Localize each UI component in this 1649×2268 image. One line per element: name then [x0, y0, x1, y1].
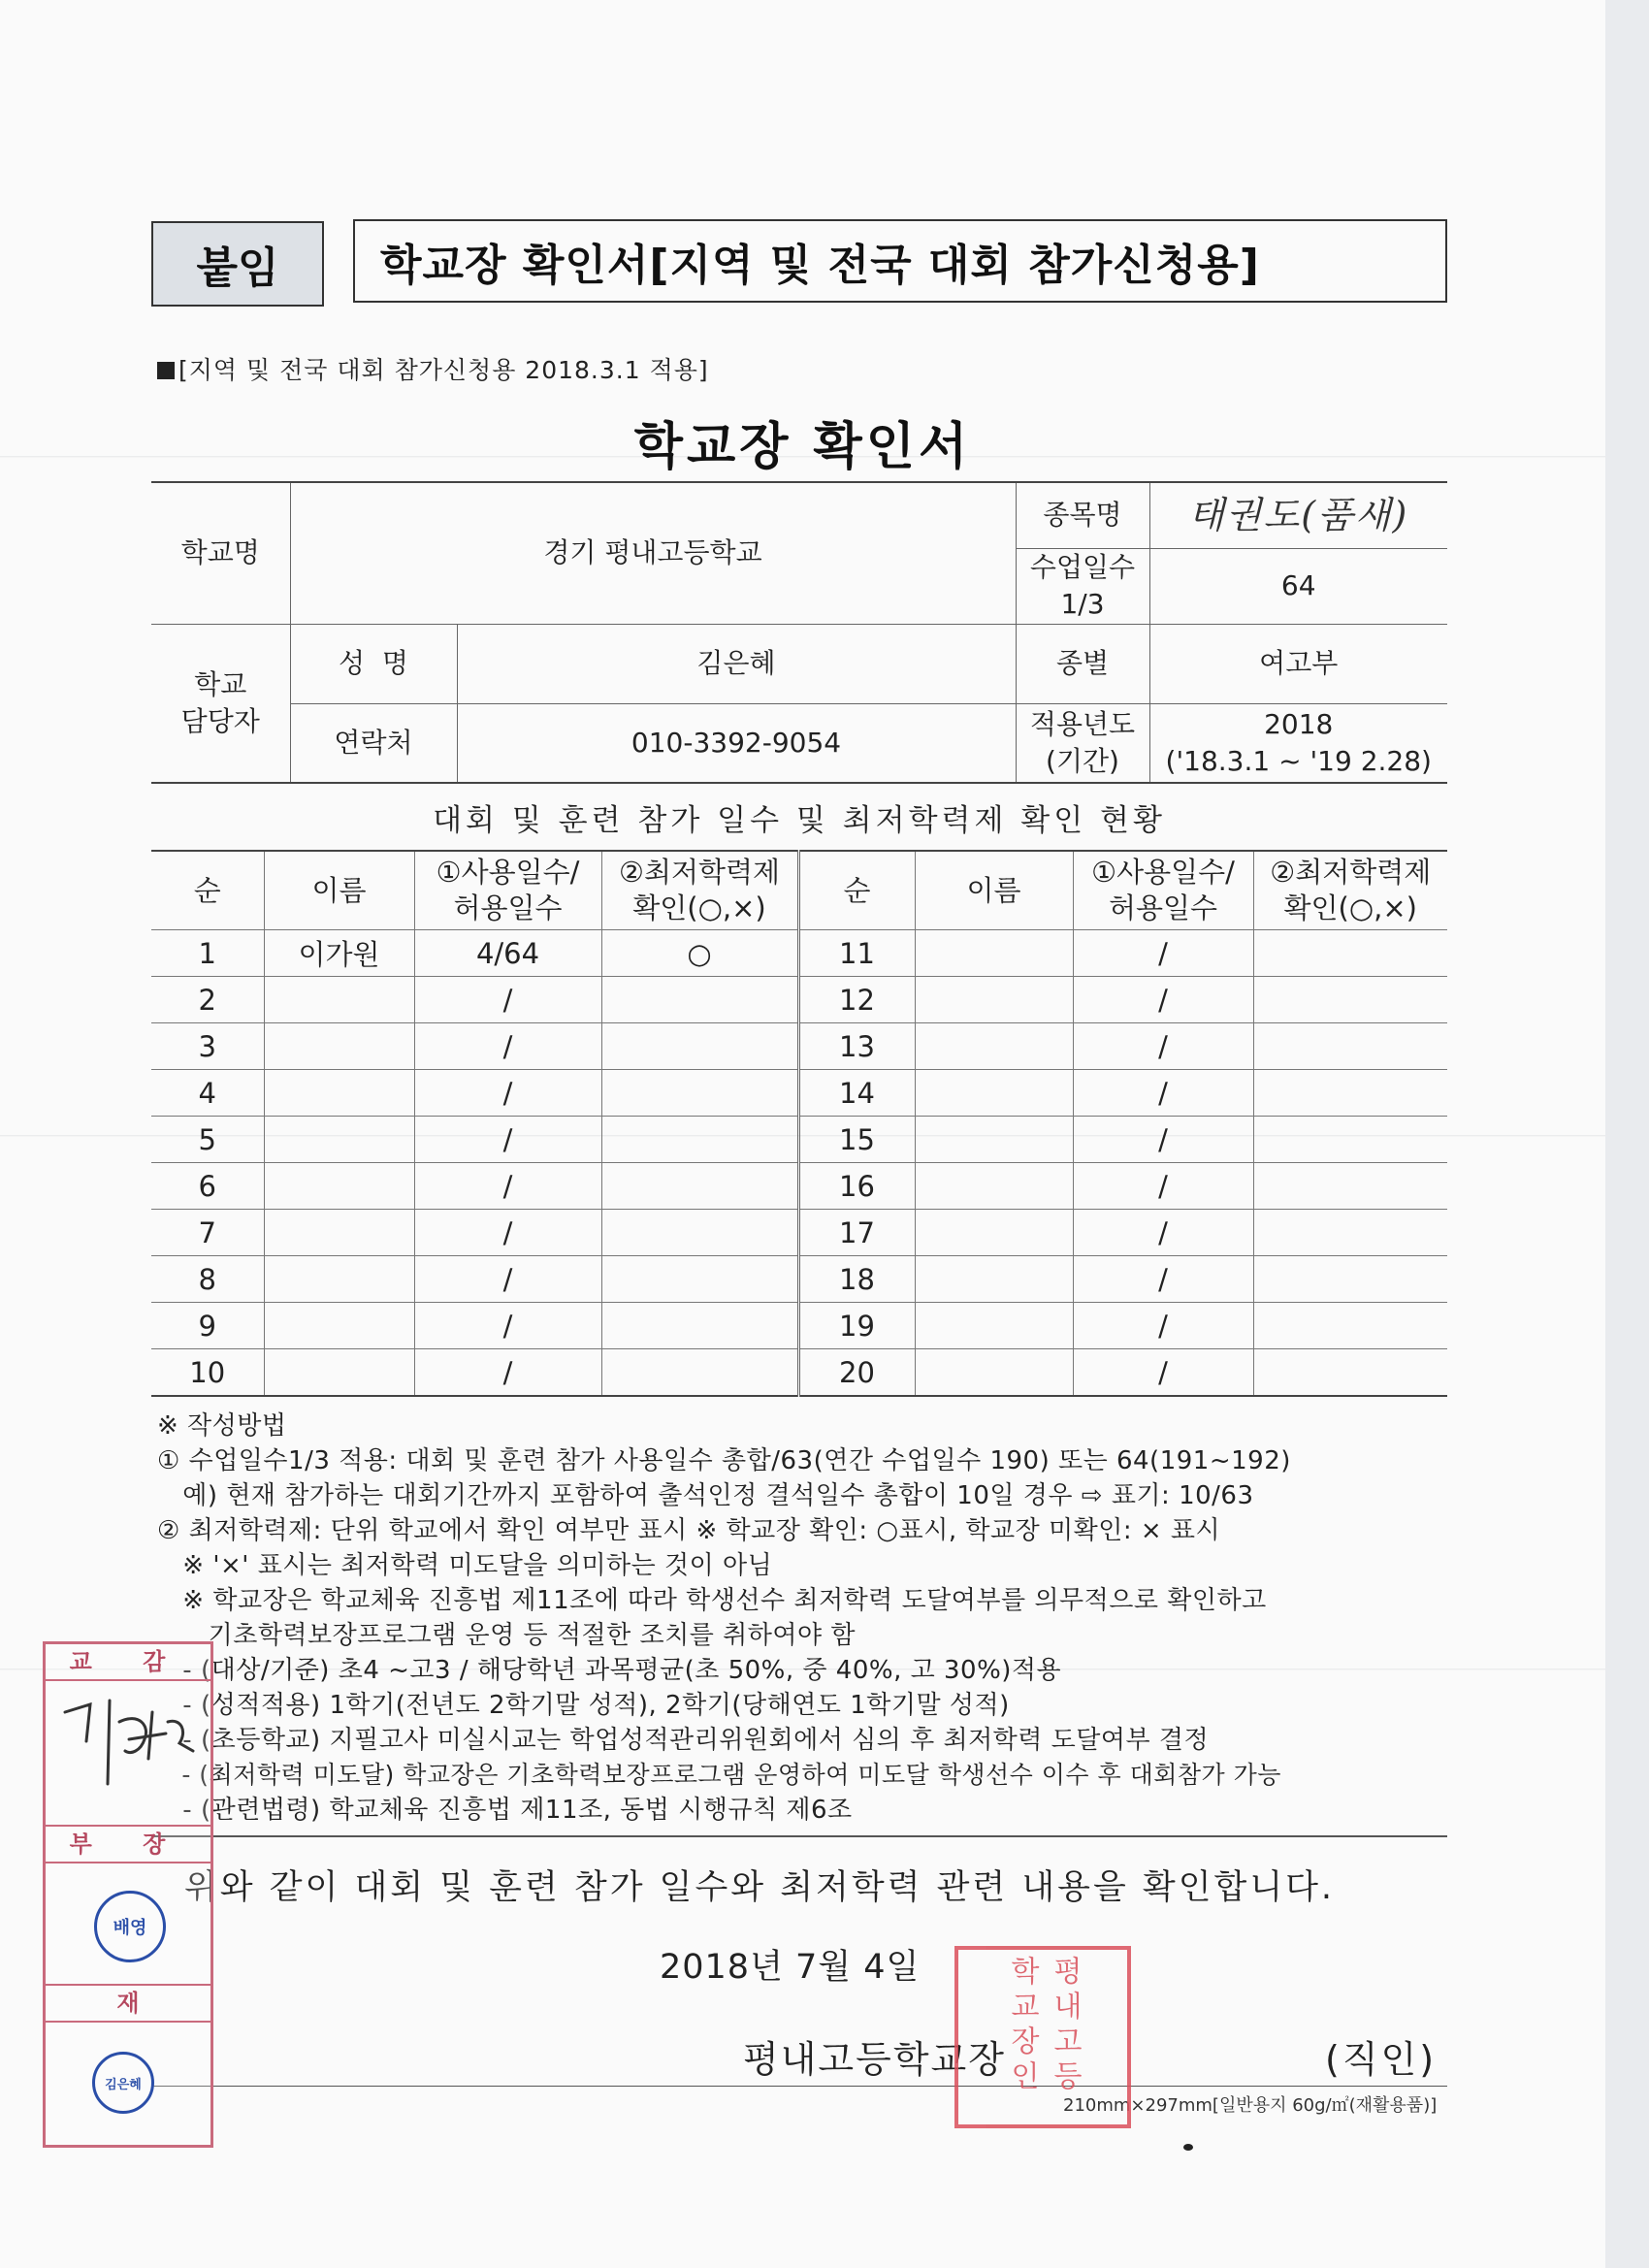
athlete-name	[264, 977, 414, 1023]
athlete-name	[264, 1163, 414, 1210]
department-head-label: 부 장	[46, 1825, 210, 1863]
row-number: 10	[151, 1349, 264, 1397]
divider	[151, 1835, 1447, 1837]
row-number: 1	[151, 930, 264, 977]
athlete-name	[264, 1303, 414, 1349]
athlete-name	[915, 977, 1073, 1023]
athlete-name	[264, 1210, 414, 1256]
col-min-check: ②최저학력제 확인(○,×)	[601, 851, 798, 930]
min-grade-check	[601, 1349, 798, 1397]
school-seal: 평내고등학교장인	[954, 1946, 1131, 2128]
col-used-days: ①사용일수/ 허용일수	[1073, 851, 1253, 930]
applicability-note: [지역 및 전국 대회 참가신청용 2018.3.1 적용]	[157, 351, 709, 386]
athlete-name	[915, 1023, 1073, 1070]
min-grade-check	[1253, 930, 1447, 977]
row-number: 18	[798, 1256, 915, 1303]
row-number: 17	[798, 1210, 915, 1256]
col-no: 순	[798, 851, 915, 930]
table-row	[151, 1349, 1447, 1397]
school-name-value: 경기 평내고등학교	[290, 482, 1016, 624]
scan-edge	[1605, 0, 1649, 2268]
event-value: 태권도(품새)	[1149, 482, 1447, 548]
athlete-name	[264, 1256, 414, 1303]
row-number: 19	[798, 1303, 915, 1349]
table-row	[151, 1303, 1447, 1349]
note-line: - (대상/기준) 초4 ~고3 / 해당학년 과목평균(초 50%, 중 40%, 고 30%)적용	[157, 1656, 1062, 1685]
used-days: /	[414, 1023, 601, 1070]
athlete-name	[264, 1349, 414, 1397]
approver-label: 재	[46, 1986, 210, 2023]
min-grade-check	[1253, 1070, 1447, 1117]
used-days: /	[414, 977, 601, 1023]
min-grade-check	[1253, 1303, 1447, 1349]
school-name-label: 학교명	[151, 482, 290, 624]
contact-label: 연락처	[290, 703, 457, 783]
used-days: /	[1073, 1117, 1253, 1163]
section-title: 대회 및 훈련 참가 일수 및 최저학력제 확인 현황	[433, 803, 1166, 838]
row-number: 3	[151, 1023, 264, 1070]
min-grade-check	[601, 1117, 798, 1163]
min-grade-check	[601, 1210, 798, 1256]
min-grade-check	[601, 1256, 798, 1303]
row-number: 11	[798, 930, 915, 977]
col-name: 이름	[915, 851, 1073, 930]
manager-label: 학교 담당자	[151, 624, 290, 783]
principal-title: 평내고등학교장	[743, 2038, 1006, 2081]
category-label: 종별	[1016, 624, 1149, 703]
athlete-name: 이가원	[264, 930, 414, 977]
row-number: 7	[151, 1210, 264, 1256]
event-label: 종목명	[1016, 482, 1149, 548]
row-number: 12	[798, 977, 915, 1023]
athlete-name	[915, 1163, 1073, 1210]
used-days: /	[1073, 1070, 1253, 1117]
note-line: ※ '×' 표시는 최저학력 미도달을 의미하는 것이 아님	[157, 1551, 773, 1580]
row-number: 6	[151, 1163, 264, 1210]
manager-name-label: 성 명	[290, 624, 457, 703]
min-grade-check	[1253, 1256, 1447, 1303]
row-number: 15	[798, 1117, 915, 1163]
col-name: 이름	[264, 851, 414, 930]
col-used-days: ①사용일수/ 허용일수	[414, 851, 601, 930]
used-days: /	[414, 1256, 601, 1303]
note-line: - (관련법령) 학교체육 진흥법 제11조, 동법 시행규칙 제6조	[157, 1796, 853, 1825]
table-row	[151, 930, 1447, 977]
min-grade-check: ○	[601, 930, 798, 977]
table-row	[151, 1163, 1447, 1210]
school-days-value: 64	[1149, 548, 1447, 624]
ink-dot	[1183, 2144, 1193, 2151]
min-grade-check	[601, 977, 798, 1023]
min-grade-check	[601, 1023, 798, 1070]
row-number: 14	[798, 1070, 915, 1117]
athlete-name	[264, 1023, 414, 1070]
min-grade-check	[1253, 977, 1447, 1023]
paper-spec: 210mm×297mm[일반용지 60g/㎡(재활용품)]	[1063, 2095, 1438, 2116]
used-days: /	[414, 1210, 601, 1256]
writing-instructions	[157, 1409, 1291, 1828]
min-grade-check	[601, 1303, 798, 1349]
min-grade-check	[1253, 1210, 1447, 1256]
header-title: 학교장 확인서[지역 및 전국 대회 참가신청용]	[353, 219, 1447, 303]
col-min-check: ②최저학력제 확인(○,×)	[1253, 851, 1447, 930]
used-days: /	[1073, 1256, 1253, 1303]
table-row	[151, 1070, 1447, 1117]
col-no: 순	[151, 851, 264, 930]
min-grade-check	[1253, 1117, 1447, 1163]
approver-stamp: 김은혜	[92, 2052, 154, 2114]
category-value: 여고부	[1149, 624, 1447, 703]
vice-principal-label: 교 감	[46, 1644, 210, 1681]
used-days: /	[414, 1163, 601, 1210]
athlete-name	[915, 1349, 1073, 1397]
school-info-table	[151, 481, 1447, 784]
used-days: /	[414, 1349, 601, 1397]
row-number: 5	[151, 1117, 264, 1163]
note-line: ※ 학교장은 학교체육 진흥법 제11조에 따라 학생선수 최저학력 도달여부를 의무적으로 확인하고	[157, 1586, 1267, 1615]
athlete-name	[915, 1210, 1073, 1256]
year-label: 적용년도 (기간)	[1016, 703, 1149, 783]
note-line: - (최저학력 미도달) 학교장은 기초학력보장프로그램 운영하여 미도달 학생선수 이수 후 대회참가 가능	[157, 1761, 1281, 1789]
table-row	[151, 977, 1447, 1023]
year-value: 2018 ('18.3.1 ~ '19 2.28)	[1149, 703, 1447, 783]
used-days: 4/64	[414, 930, 601, 977]
manager-name-value: 김은혜	[457, 624, 1016, 703]
used-days: /	[1073, 1349, 1253, 1397]
used-days: /	[1073, 977, 1253, 1023]
department-head-stamp: 배영	[94, 1891, 166, 1962]
row-number: 9	[151, 1303, 264, 1349]
confirmation-statement: 위와 같이 대회 및 훈련 참가 일수와 최저학력 관련 내용을 확인합니다.	[184, 1868, 1336, 1907]
row-number: 13	[798, 1023, 915, 1070]
athlete-name	[915, 930, 1073, 977]
note-line: - (초등학교) 지필고사 미실시교는 학업성적관리위원회에서 심의 후 최저학력 도달여부 결정	[157, 1726, 1210, 1755]
divider	[151, 2086, 1447, 2087]
school-days-label: 수업일수 1/3	[1016, 548, 1149, 624]
min-grade-check	[1253, 1023, 1447, 1070]
contact-value: 010-3392-9054	[457, 703, 1016, 783]
square-bullet-icon	[157, 362, 175, 379]
used-days: /	[414, 1117, 601, 1163]
signature-icon	[51, 1683, 207, 1799]
table-row	[151, 1210, 1447, 1256]
note-line: ② 최저학력제: 단위 학교에서 확인 여부만 표시 ※ 학교장 확인: ○표시, 학교장 미확인: × 표시	[157, 1516, 1221, 1545]
athlete-name	[915, 1070, 1073, 1117]
athlete-name	[264, 1117, 414, 1163]
row-number: 2	[151, 977, 264, 1023]
approval-stamp-box	[43, 1641, 213, 2148]
note-line: 예) 현재 참가하는 대회기간까지 포함하여 출석인정 결석일수 총합이 10일 경우 ⇨ 표기: 10/63	[157, 1481, 1254, 1510]
used-days: /	[1073, 930, 1253, 977]
page-title: 학교장 확인서	[633, 418, 972, 476]
row-number: 16	[798, 1163, 915, 1210]
note-line: ※ 작성방법	[157, 1411, 287, 1441]
used-days: /	[1073, 1303, 1253, 1349]
note-line: - (성적적용) 1학기(전년도 2학기말 성적), 2학기(당해연도 1학기말 성적)	[157, 1691, 1010, 1720]
used-days: /	[1073, 1163, 1253, 1210]
min-grade-check	[1253, 1349, 1447, 1397]
table-row	[151, 1023, 1447, 1070]
min-grade-check	[601, 1163, 798, 1210]
min-grade-check	[1253, 1163, 1447, 1210]
used-days: /	[1073, 1210, 1253, 1256]
seal-label: (직인)	[1325, 2038, 1438, 2081]
used-days: /	[1073, 1023, 1253, 1070]
used-days: /	[414, 1070, 601, 1117]
row-number: 20	[798, 1349, 915, 1397]
attachment-tag: 붙임	[151, 221, 324, 307]
table-row	[151, 1117, 1447, 1163]
table-row	[151, 1256, 1447, 1303]
issue-date: 2018년 7월 4일	[660, 1948, 921, 1987]
note-line: 기초학력보장프로그램 운영 등 적절한 조치를 취하여야 함	[157, 1621, 856, 1650]
athlete-name	[915, 1256, 1073, 1303]
min-grade-check	[601, 1070, 798, 1117]
participation-table	[151, 850, 1447, 1397]
athlete-name	[915, 1303, 1073, 1349]
row-number: 8	[151, 1256, 264, 1303]
note-line: ① 수업일수1/3 적용: 대회 및 훈련 참가 사용일수 총합/63(연간 수업일수 190) 또는 64(191~192)	[157, 1446, 1291, 1475]
used-days: /	[414, 1303, 601, 1349]
row-number: 4	[151, 1070, 264, 1117]
athlete-name	[915, 1117, 1073, 1163]
athlete-name	[264, 1070, 414, 1117]
